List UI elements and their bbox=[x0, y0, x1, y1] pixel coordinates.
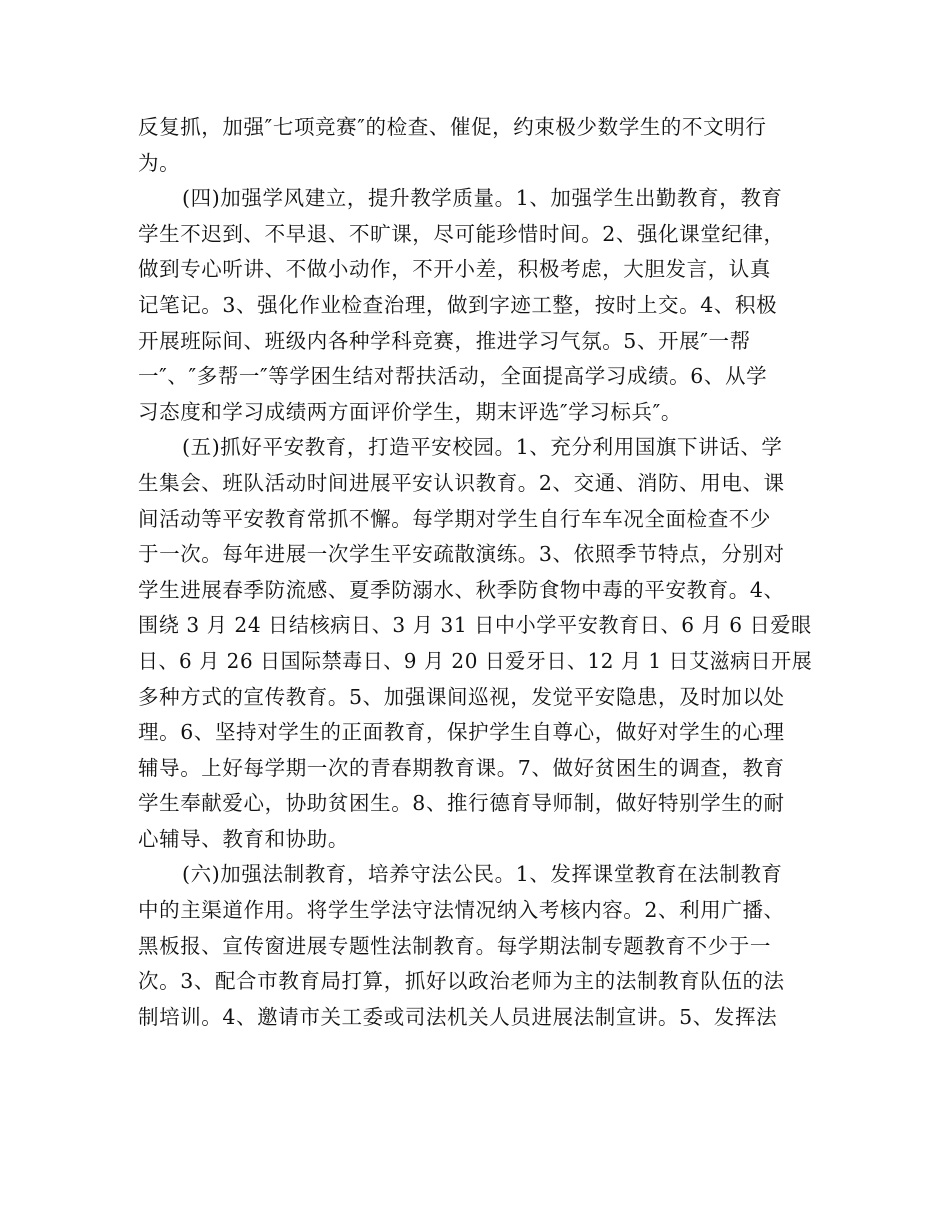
text-line: 制培训。4、邀请市关工委或司法机关人员进展法制宣讲。5、发挥法 bbox=[138, 1004, 778, 1029]
text-line: 记笔记。3、强化作业检查治理，做到字迹工整，按时上交。4、积极 bbox=[138, 292, 778, 317]
text-line: 做到专心听讲、不做小动作，不开小差，积极考虑，大胆发言，认真 bbox=[138, 257, 771, 282]
paragraph-first-line: (六)加强法制教育，培养守法公民。1、发挥课堂教育在法制教育 bbox=[182, 862, 783, 887]
text-line: 学生不迟到、不早退、不旷课，尽可能珍惜时间。2、强化课堂纪律， bbox=[138, 221, 785, 246]
text-line: 次。3、配合市教育局打算，抓好以政治老师为主的法制教育队伍的法 bbox=[138, 969, 785, 994]
paragraph-first-line: (四)加强学风建立，提升教学质量。1、加强学生出勤教育，教育 bbox=[182, 186, 783, 211]
text-line: 开展班际间、班级内各种学科竞赛，推进学习气氛。5、开展″一帮 bbox=[138, 328, 751, 353]
text-line: 中的主渠道作用。将学生学法守法情况纳入考核内容。2、利用广播、 bbox=[138, 898, 785, 923]
text-line: 围绕 3 月 24 日结核病日、3 月 31 日中小学平安教育日、6 月 6 日爱眼 bbox=[138, 613, 812, 638]
text-line: 心辅导、教育和协助。 bbox=[138, 826, 349, 851]
document-body bbox=[138, 110, 812, 1035]
text-line: 反复抓，加强″七项竞赛″的检查、催促，约束极少数学生的不文明行 bbox=[138, 115, 767, 139]
text-line: 于一次。每年进展一次学生平安疏散演练。3、依照季节特点，分别对 bbox=[138, 542, 785, 567]
text-line: 一″、″多帮一″等学困生结对帮扶活动，全面提高学习成绩。6、从学 bbox=[138, 364, 768, 389]
text-line: 日、6 月 26 日国际禁毒日、9 月 20 日爱牙日、12 月 1 日艾滋病日开展 bbox=[138, 648, 813, 673]
text-line: 黑板报、宣传窗进展专题性法制教育。每学期法制专题教育不少于一 bbox=[138, 933, 771, 958]
text-line: 生集会、班队活动时间进展平安认识教育。2、交通、消防、用电、课 bbox=[138, 470, 785, 495]
text-line: 学生进展春季防流感、夏季防溺水、秋季防食物中毒的平安教育。4、 bbox=[138, 577, 785, 602]
text-line: 间活动等平安教育常抓不懈。每学期对学生自行车车况全面检查不少 bbox=[138, 506, 771, 531]
text-line: 多种方式的宣传教育。5、加强课间巡视，发觉平安隐患，及时加以处 bbox=[138, 684, 785, 709]
text-line: 理。6、坚持对学生的正面教育，保护学生自尊心，做好对学生的心理 bbox=[138, 720, 785, 745]
text-line: 辅导。上好每学期一次的青春期教育课。7、做好贫困生的调查，教育 bbox=[138, 755, 785, 780]
text-line: 为。 bbox=[138, 150, 181, 175]
text-line: 学生奉献爱心，协助贫困生。8、推行德育导师制，做好特别学生的耐 bbox=[138, 791, 785, 816]
text-line: 习态度和学习成绩两方面评价学生，期末评选″学习标兵″。 bbox=[138, 399, 683, 424]
paragraph-first-line: (五)抓好平安教育，打造平安校园。1、充分利用国旗下讲话、学 bbox=[182, 435, 783, 460]
